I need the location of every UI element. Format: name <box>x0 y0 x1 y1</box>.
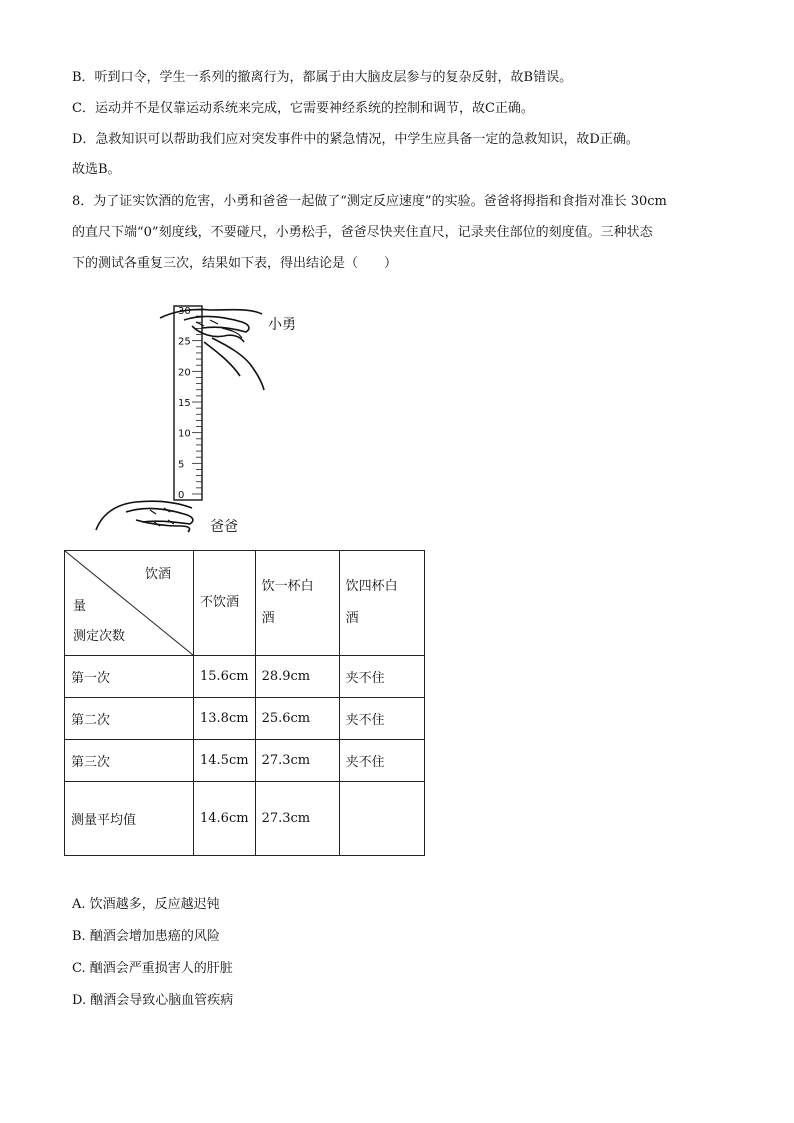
header-drinking: 饮酒 <box>144 567 171 582</box>
table-row <box>65 656 425 698</box>
ruler-tick-label: 25 <box>178 336 191 348</box>
option-b[interactable]: B. 酗酒会增加患癌的风险 <box>72 929 220 944</box>
label-xiaoyong: 小勇 <box>268 317 296 333</box>
table-cell: 25.6cm <box>255 698 339 740</box>
row-label: 第三次 <box>65 740 194 782</box>
table-cell: 夹不住 <box>339 698 424 740</box>
header-trials: 测定次数 <box>73 629 126 644</box>
row-label: 第二次 <box>65 698 194 740</box>
corner-header-cell <box>65 551 194 656</box>
column-header-one-cup: 饮一杯白 酒 <box>255 551 339 656</box>
ruler-experiment-figure <box>92 298 322 536</box>
ruler-tick-label: 5 <box>178 459 185 471</box>
table-row <box>65 782 425 856</box>
question-line-1: 8．为了证实饮酒的危害，小勇和爸爸一起做了“测定反应速度”的实验。爸爸将拇指和食指对准长 30cm <box>72 194 667 209</box>
option-c[interactable]: C. 酗酒会严重损害人的肝脏 <box>72 961 233 976</box>
ruler-tick-label: 20 <box>178 367 191 379</box>
ruler-tick-label: 15 <box>178 398 191 409</box>
header-amount: 量 <box>73 599 87 614</box>
table-cell: 15.6cm <box>194 656 256 698</box>
column-header-four-cups: 饮四杯白 酒 <box>339 551 424 656</box>
table-cell: 28.9cm <box>255 656 339 698</box>
table-cell: 14.5cm <box>194 740 256 782</box>
option-a[interactable]: A. 饮酒越多，反应越迟钝 <box>72 897 220 912</box>
explanation-b: B．听到口令，学生一系列的撤离行为，都属于由大脑皮层参与的复杂反射，故B错误。 <box>72 70 573 85</box>
answer-text: 故选B。 <box>72 162 121 177</box>
table-cell: 27.3cm <box>255 740 339 782</box>
table-row <box>65 698 425 740</box>
table-cell: 14.6cm <box>194 782 256 856</box>
table-row <box>65 740 425 782</box>
question-line-2: 的直尺下端“0”刻度线，不要碰尺，小勇松手，爸爸尽快夹住直尺，记录夹住部位的刻度值。三种状态 <box>72 225 653 240</box>
ruler-tick-label: 30 <box>178 306 191 317</box>
table-header-row <box>65 551 425 656</box>
table-cell: 27.3cm <box>255 782 339 856</box>
table-cell: 夹不住 <box>339 740 424 782</box>
column-header-no-drink: 不饮酒 <box>194 551 256 656</box>
table-cell: 夹不住 <box>339 656 424 698</box>
row-label: 第一次 <box>65 656 194 698</box>
ruler-tick-label: 0 <box>178 490 185 501</box>
explanation-c: C．运动并不是仅靠运动系统来完成，它需要神经系统的控制和调节，故C正确。 <box>72 101 534 116</box>
label-baba: 爸爸 <box>210 519 238 535</box>
table-cell: 13.8cm <box>194 698 256 740</box>
results-table <box>64 550 425 856</box>
row-label: 测量平均值 <box>65 782 194 856</box>
ruler-tick-label: 10 <box>178 428 191 440</box>
question-line-3: 下的测试各重复三次，结果如下表，得出结论是（ ） <box>72 256 398 271</box>
explanation-d: D．急救知识可以帮助我们应对突发事件中的紧急情况，中学生应具备一定的急救知识，故D正确。 <box>72 132 639 147</box>
table-cell <box>339 782 424 856</box>
option-d[interactable]: D. 酗酒会导致心脑血管疾病 <box>72 993 234 1008</box>
